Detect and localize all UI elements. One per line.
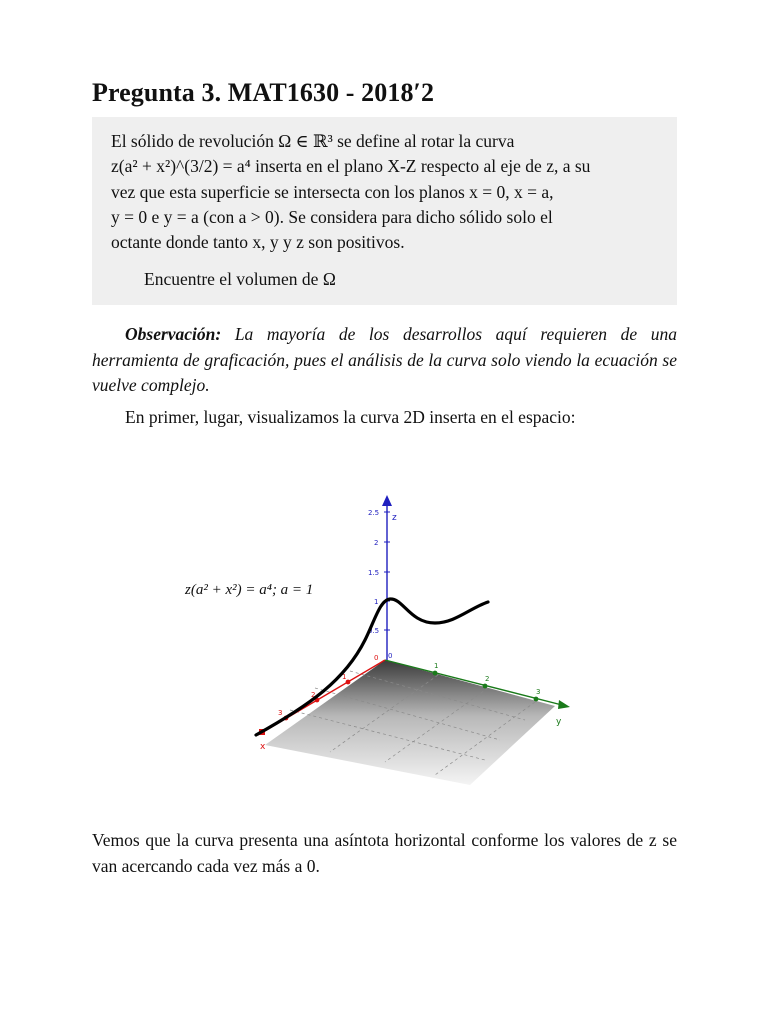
z-tick-1: 1 [374,598,379,606]
statement-line-1: El sólido de revolución Ω ∈ ℝ³ se define al rotar la curva [111,131,515,151]
xy-plane [265,660,555,785]
z-tick-2: 2 [374,539,379,547]
y-tick-2: 2 [485,675,490,683]
z-axis-label: z [392,513,397,523]
problem-statement-box [92,117,677,305]
y-axis-arrow [558,700,570,709]
statement-line-3: vez que esta superficie se intersecta con los planos x = 0, x = a, [111,181,554,202]
observation-text: La mayoría de los desarrollos aquí requieren de una herramienta de graficación, pues el análisis de la curva solo viendo la ecuación se vuelve complejo. [92,324,677,395]
observation-label: Observación: [125,324,222,344]
problem-task: Encuentre el volumen de Ω [144,269,336,289]
y-axis-label: y [556,717,562,727]
curve-3d-figure [170,490,590,790]
x-tick-1: 1 [342,673,347,681]
z-tick-0: 0 [374,654,379,662]
observation-paragraph [92,322,677,399]
x-axis-label: x [260,742,266,752]
x-tick-3: 3 [278,709,283,717]
z-axis-arrow [382,495,392,506]
page-title: Pregunta 3. MAT1630 - 2018′2 [92,78,435,107]
statement-line-2: z(a² + x²)^(3/2) = a⁴ inserta en el plano X-Z respecto al eje de z, a su [111,156,591,177]
statement-line-4: y = 0 e y = a (con a > 0). Se considera para dicho sólido solo el [111,206,553,227]
paragraph-visualize: En primer, lugar, visualizamos la curva 2D inserta en el espacio: [125,407,576,427]
problem-statement [111,129,658,255]
z-tick-1-5: 1.5 [368,569,380,577]
z-tick-2-5: 2.5 [368,509,380,517]
z-tick-0-5: 0.5 [368,627,380,635]
statement-line-5: octante donde tanto x, y y z son positivos. [111,232,405,253]
x-tick-2: 2 [311,691,316,699]
origin-label: 0 [388,652,393,660]
y-tick-1: 1 [434,662,439,670]
y-tick-3: 3 [536,688,541,696]
equation-label: z(a² + x²) = a⁴; a = 1 [185,582,314,598]
paragraph-asymptote: Vemos que la curva presenta una asíntota horizontal conforme los valores de z se van acercando cada vez más a 0. [92,830,677,876]
